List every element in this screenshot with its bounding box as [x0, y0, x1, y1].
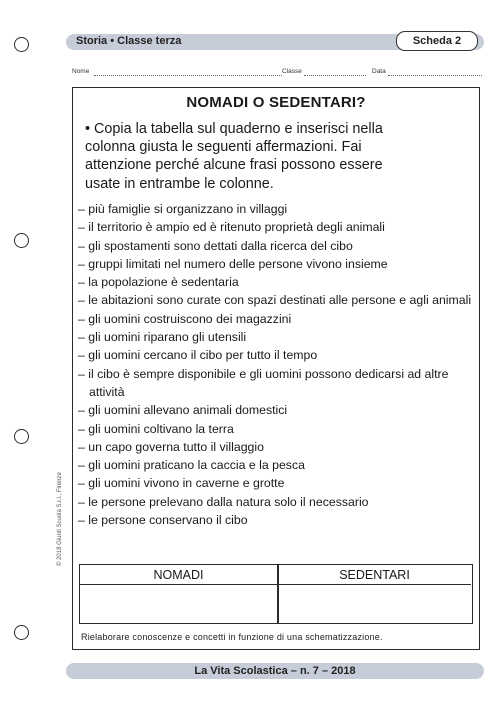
table-header-sedentari: SEDENTARI: [278, 565, 471, 585]
sheet-badge: Scheda 2: [396, 31, 478, 51]
list-item: – la popolazione è sedentaria: [78, 275, 239, 290]
list-item: – gruppi limitati nel numero delle persone vivono insieme: [78, 256, 388, 271]
copyright-notice: © 2018 Giunti Scuola S.r.l., Firenze: [57, 472, 63, 566]
worksheet-card: [72, 87, 480, 650]
statement-list: [75, 200, 477, 529]
binder-hole-upper: [14, 233, 29, 248]
list-item: – gli uomini costruiscono dei magazzini: [78, 311, 292, 326]
list-item: – gli uomini coltivano la terra: [78, 421, 234, 436]
footnote: Rielaborare conoscenze e concetti in funzione di una schematizzazione.: [81, 632, 383, 642]
list-item: – gli spostamenti sono dettati dalla ricerca del cibo: [78, 238, 353, 253]
binder-hole-lower: [14, 429, 29, 444]
table-column-divider: [277, 565, 279, 623]
name-field-line: [94, 75, 282, 76]
list-item: – gli uomini allevano animali domestici: [78, 403, 288, 418]
class-field-line: [304, 75, 366, 76]
footer-bar: La Vita Scolastica – n. 7 – 2018: [66, 663, 484, 679]
list-item: – più famiglie si organizzano in villaggi: [78, 202, 288, 216]
list-item: – gli uomini riparano gli utensili: [78, 330, 247, 345]
list-item: – il cibo è sempre disponibile e gli uomini possono dedicarsi ad altre attività: [78, 366, 449, 399]
list-item: – il territorio è ampio ed è ritenuto proprietà degli animali: [78, 220, 385, 235]
list-item: – un capo governa tutto il villaggio: [78, 439, 264, 454]
list-item: – le persone conservano il cibo: [78, 513, 248, 528]
name-label: Nome: [72, 68, 90, 75]
list-item: – le persone prelevano dalla natura solo il necessario: [78, 494, 369, 509]
table-header-nomadi: NOMADI: [80, 565, 277, 585]
header-bar: [66, 34, 484, 50]
date-field-line: [388, 75, 482, 76]
student-info-line: [72, 68, 484, 78]
sorting-table: [79, 564, 473, 624]
binder-hole-top: [14, 37, 29, 52]
binder-hole-bottom: [14, 625, 29, 640]
list-item: – gli uomini praticano la caccia e la pesca: [78, 458, 305, 473]
subject-label: Storia • Classe terza: [76, 35, 182, 47]
list-item: – gli uomini vivono in caverne e grotte: [78, 476, 285, 491]
instructions-text: • Copia la tabella sul quaderno e inserisci nella colonna giusta le seguenti affermazioni. Fai attenzione perché alcune frasi possono essere usate in entrambe le colonne.: [85, 121, 383, 192]
worksheet-title: NOMADI O SEDENTARI?: [186, 94, 366, 111]
class-label: Classe: [282, 68, 302, 75]
list-item: – gli uomini cercano il cibo per tutto il tempo: [78, 348, 318, 363]
date-label: Data: [372, 68, 386, 75]
list-item: – le abitazioni sono curate con spazi destinati alle persone e agli animali: [78, 293, 472, 308]
